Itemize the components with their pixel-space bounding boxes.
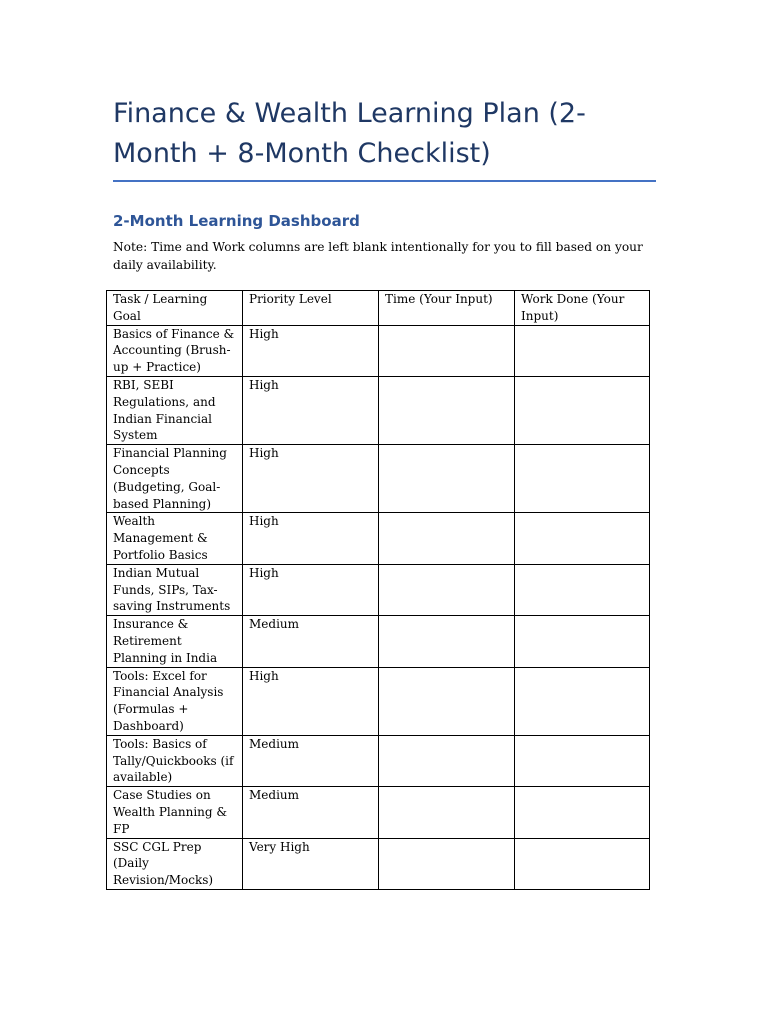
header-work-done: Work Done (Your Input) xyxy=(515,291,650,326)
cell-task: Wealth Management & Portfolio Basics xyxy=(107,513,243,564)
table-row xyxy=(107,735,650,786)
cell-work-done[interactable] xyxy=(515,445,650,513)
document-title: Finance & Wealth Learning Plan (2-Month + 8-Month Checklist) xyxy=(113,98,586,169)
cell-time[interactable] xyxy=(379,787,515,838)
cell-work-done[interactable] xyxy=(515,838,650,889)
cell-work-done[interactable] xyxy=(515,787,650,838)
cell-task: Insurance & Retirement Planning in India xyxy=(107,616,243,667)
cell-task: Tools: Excel for Financial Analysis (Formulas + Dashboard) xyxy=(107,667,243,735)
cell-priority: Medium xyxy=(243,787,379,838)
cell-task: Basics of Finance & Accounting (Brush-up + Practice) xyxy=(107,325,243,376)
cell-work-done[interactable] xyxy=(515,667,650,735)
note-text: Note: Time and Work columns are left blank intentionally for you to fill based on your daily availability. xyxy=(113,240,643,272)
cell-time[interactable] xyxy=(379,667,515,735)
table-row xyxy=(107,376,650,444)
cell-work-done[interactable] xyxy=(515,513,650,564)
table-row xyxy=(107,513,650,564)
cell-time[interactable] xyxy=(379,735,515,786)
header-priority: Priority Level xyxy=(243,291,379,326)
cell-work-done[interactable] xyxy=(515,325,650,376)
cell-priority: Very High xyxy=(243,838,379,889)
cell-work-done[interactable] xyxy=(515,376,650,444)
cell-work-done[interactable] xyxy=(515,616,650,667)
cell-time[interactable] xyxy=(379,325,515,376)
table-row xyxy=(107,445,650,513)
cell-task: Case Studies on Wealth Planning & FP xyxy=(107,787,243,838)
cell-time[interactable] xyxy=(379,838,515,889)
cell-priority: High xyxy=(243,445,379,513)
cell-priority: Medium xyxy=(243,616,379,667)
cell-task: Indian Mutual Funds, SIPs, Tax-saving Instruments xyxy=(107,564,243,615)
cell-time[interactable] xyxy=(379,445,515,513)
cell-work-done[interactable] xyxy=(515,735,650,786)
cell-time[interactable] xyxy=(379,513,515,564)
header-task: Task / Learning Goal xyxy=(107,291,243,326)
header-time: Time (Your Input) xyxy=(379,291,515,326)
learning-dashboard-table xyxy=(106,290,650,890)
cell-time[interactable] xyxy=(379,616,515,667)
cell-work-done[interactable] xyxy=(515,564,650,615)
cell-time[interactable] xyxy=(379,564,515,615)
cell-task: SSC CGL Prep (Daily Revision/Mocks) xyxy=(107,838,243,889)
cell-task: Tools: Basics of Tally/Quickbooks (if available) xyxy=(107,735,243,786)
table-row xyxy=(107,838,650,889)
title-underline xyxy=(113,180,656,182)
cell-time[interactable] xyxy=(379,376,515,444)
cell-priority: Medium xyxy=(243,735,379,786)
cell-priority: High xyxy=(243,376,379,444)
cell-priority: High xyxy=(243,667,379,735)
cell-task: RBI, SEBI Regulations, and Indian Financial System xyxy=(107,376,243,444)
table-row xyxy=(107,325,650,376)
cell-priority: High xyxy=(243,325,379,376)
table-header-row xyxy=(107,291,650,326)
table-row xyxy=(107,564,650,615)
cell-task: Financial Planning Concepts (Budgeting, Goal-based Planning) xyxy=(107,445,243,513)
section-heading: 2-Month Learning Dashboard xyxy=(113,212,360,230)
table-row xyxy=(107,667,650,735)
table-row xyxy=(107,787,650,838)
cell-priority: High xyxy=(243,564,379,615)
table-row xyxy=(107,616,650,667)
cell-priority: High xyxy=(243,513,379,564)
